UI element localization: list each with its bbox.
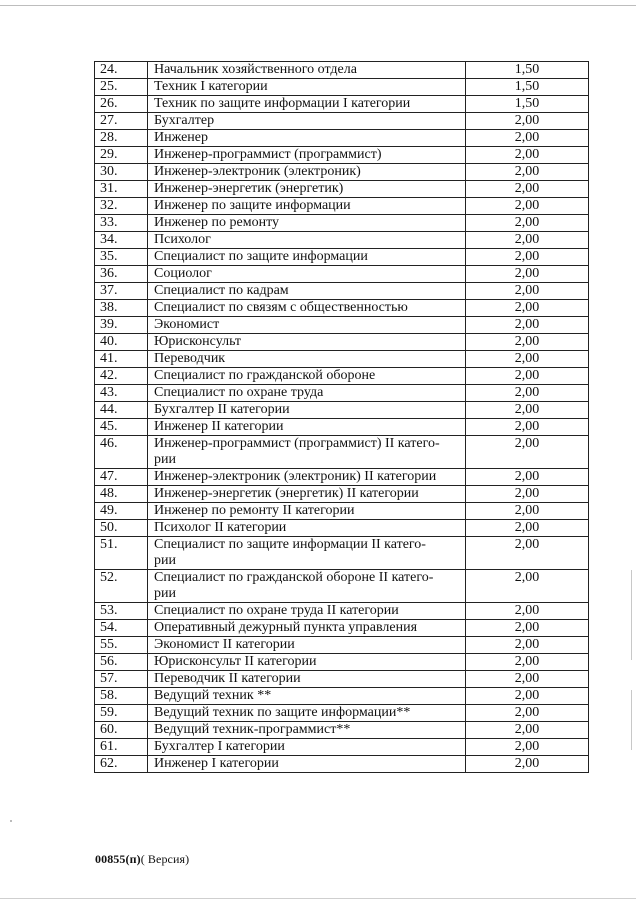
coefficient-value: 2,00 (466, 351, 589, 368)
table-row (95, 79, 589, 96)
coefficient-value: 1,50 (466, 96, 589, 113)
position-name: Экономист II категории (148, 637, 466, 654)
position-name: Специалист по гражданской обороне (148, 368, 466, 385)
coefficient-value: 1,50 (466, 62, 589, 79)
position-name: Юрисконсульт II категории (148, 654, 466, 671)
coefficient-value: 2,00 (466, 198, 589, 215)
position-name: Инженер (148, 130, 466, 147)
coefficient-value: 2,00 (466, 249, 589, 266)
position-name: Инженер по ремонту (148, 215, 466, 232)
row-number: 28. (95, 130, 148, 147)
position-name: Оперативный дежурный пункта управления (148, 620, 466, 637)
table-row (95, 722, 589, 739)
row-number: 49. (95, 503, 148, 520)
positions-table-body (95, 62, 589, 773)
position-name: Бухгалтер (148, 113, 466, 130)
row-number: 53. (95, 603, 148, 620)
table-row (95, 503, 589, 520)
table-row (95, 334, 589, 351)
coefficient-value: 2,00 (466, 147, 589, 164)
coefficient-value: 2,00 (466, 385, 589, 402)
coefficient-value: 2,00 (466, 215, 589, 232)
position-name: Инженер-энергетик (энергетик) II категории (148, 486, 466, 503)
row-number: 44. (95, 402, 148, 419)
document-code: 00855(п) (95, 852, 141, 866)
coefficient-value: 1,50 (466, 79, 589, 96)
table-row (95, 181, 589, 198)
table-row (95, 419, 589, 436)
scan-edge-mark (631, 690, 632, 750)
position-name: Психолог II категории (148, 520, 466, 537)
position-name: Инженер II категории (148, 419, 466, 436)
position-name: Инженер-электроник (электроник) (148, 164, 466, 181)
row-number: 59. (95, 705, 148, 722)
coefficient-value: 2,00 (466, 317, 589, 334)
row-number: 54. (95, 620, 148, 637)
position-name: Психолог (148, 232, 466, 249)
position-name: Специалист по охране труда (148, 385, 466, 402)
coefficient-value: 2,00 (466, 671, 589, 688)
table-row (95, 385, 589, 402)
table-row (95, 688, 589, 705)
table-row (95, 402, 589, 419)
row-number: 55. (95, 637, 148, 654)
table-row (95, 249, 589, 266)
position-name: Инженер-программист (программист) II катего- рии (148, 436, 466, 469)
row-number: 57. (95, 671, 148, 688)
coefficient-value: 2,00 (466, 113, 589, 130)
position-name: Специалист по защите информации (148, 249, 466, 266)
position-name: Бухгалтер II категории (148, 402, 466, 419)
table-row (95, 300, 589, 317)
row-number: 30. (95, 164, 148, 181)
table-row (95, 570, 589, 603)
coefficient-value: 2,00 (466, 620, 589, 637)
row-number: 51. (95, 537, 148, 570)
table-row (95, 537, 589, 570)
coefficient-value: 2,00 (466, 402, 589, 419)
row-number: 32. (95, 198, 148, 215)
table-row (95, 520, 589, 537)
table-row (95, 351, 589, 368)
position-name: Инженер I категории (148, 756, 466, 773)
table-row (95, 671, 589, 688)
coefficient-value: 2,00 (466, 537, 589, 570)
coefficient-value: 2,00 (466, 300, 589, 317)
row-number: 52. (95, 570, 148, 603)
row-number: 58. (95, 688, 148, 705)
position-name: Специалист по защите информации II катего- рии (148, 537, 466, 570)
table-row (95, 486, 589, 503)
table-row (95, 317, 589, 334)
coefficient-value: 2,00 (466, 419, 589, 436)
coefficient-value: 2,00 (466, 570, 589, 603)
table-row (95, 96, 589, 113)
top-scan-border (0, 5, 636, 6)
coefficient-value: 2,00 (466, 722, 589, 739)
table-row (95, 620, 589, 637)
row-number: 48. (95, 486, 148, 503)
row-number: 42. (95, 368, 148, 385)
position-name: Переводчик II категории (148, 671, 466, 688)
position-name: Специалист по связям с общественностью (148, 300, 466, 317)
table-row (95, 164, 589, 181)
table-row (95, 198, 589, 215)
row-number: 50. (95, 520, 148, 537)
coefficient-value: 2,00 (466, 486, 589, 503)
row-number: 40. (95, 334, 148, 351)
position-name: Техник I категории (148, 79, 466, 96)
row-number: 25. (95, 79, 148, 96)
position-name: Инженер-электроник (электроник) II категории (148, 469, 466, 486)
position-name: Ведущий техник-программист** (148, 722, 466, 739)
position-name: Инженер-энергетик (энергетик) (148, 181, 466, 198)
row-number: 46. (95, 436, 148, 469)
row-number: 62. (95, 756, 148, 773)
coefficient-value: 2,00 (466, 637, 589, 654)
coefficient-value: 2,00 (466, 603, 589, 620)
position-name: Специалист по кадрам (148, 283, 466, 300)
scan-speck (10, 820, 12, 822)
coefficient-value: 2,00 (466, 266, 589, 283)
row-number: 33. (95, 215, 148, 232)
coefficient-value: 2,00 (466, 232, 589, 249)
coefficient-value: 2,00 (466, 181, 589, 198)
coefficient-value: 2,00 (466, 654, 589, 671)
position-name: Начальник хозяйственного отдела (148, 62, 466, 79)
table-row (95, 368, 589, 385)
row-number: 27. (95, 113, 148, 130)
position-name: Специалист по гражданской обороне II катего- рии (148, 570, 466, 603)
position-name: Специалист по охране труда II категории (148, 603, 466, 620)
coefficient-value: 2,00 (466, 705, 589, 722)
row-number: 26. (95, 96, 148, 113)
table-row (95, 603, 589, 620)
coefficient-value: 2,00 (466, 130, 589, 147)
position-name: Юрисконсульт (148, 334, 466, 351)
scan-edge-mark (631, 570, 632, 660)
table-row (95, 215, 589, 232)
row-number: 31. (95, 181, 148, 198)
coefficient-value: 2,00 (466, 503, 589, 520)
table-row (95, 62, 589, 79)
row-number: 35. (95, 249, 148, 266)
coefficient-value: 2,00 (466, 368, 589, 385)
row-number: 38. (95, 300, 148, 317)
position-name: Бухгалтер I категории (148, 739, 466, 756)
coefficient-value: 2,00 (466, 164, 589, 181)
table-row (95, 113, 589, 130)
position-name: Инженер-программист (программист) (148, 147, 466, 164)
document-version: ( Версия) (140, 852, 190, 866)
position-name: Социолог (148, 266, 466, 283)
row-number: 29. (95, 147, 148, 164)
coefficient-value: 2,00 (466, 739, 589, 756)
table-row (95, 705, 589, 722)
position-name: Ведущий техник по защите информации** (148, 705, 466, 722)
coefficient-value: 2,00 (466, 334, 589, 351)
table-row (95, 283, 589, 300)
coefficient-value: 2,00 (466, 283, 589, 300)
coefficient-value: 2,00 (466, 436, 589, 469)
row-number: 61. (95, 739, 148, 756)
position-name: Ведущий техник ** (148, 688, 466, 705)
table-row (95, 232, 589, 249)
row-number: 24. (95, 62, 148, 79)
position-name: Экономист (148, 317, 466, 334)
coefficient-value: 2,00 (466, 688, 589, 705)
row-number: 36. (95, 266, 148, 283)
table-row (95, 739, 589, 756)
row-number: 47. (95, 469, 148, 486)
table-row (95, 436, 589, 469)
document-footer (95, 852, 189, 867)
row-number: 43. (95, 385, 148, 402)
row-number: 41. (95, 351, 148, 368)
position-name: Техник по защите информации I категории (148, 96, 466, 113)
row-number: 37. (95, 283, 148, 300)
table-row (95, 147, 589, 164)
position-name: Переводчик (148, 351, 466, 368)
row-number: 34. (95, 232, 148, 249)
table-row (95, 266, 589, 283)
coefficient-value: 2,00 (466, 756, 589, 773)
positions-table (94, 61, 589, 773)
row-number: 45. (95, 419, 148, 436)
table-row (95, 756, 589, 773)
row-number: 60. (95, 722, 148, 739)
coefficient-value: 2,00 (466, 520, 589, 537)
coefficient-value: 2,00 (466, 469, 589, 486)
position-name: Инженер по защите информации (148, 198, 466, 215)
table-row (95, 469, 589, 486)
table-row (95, 654, 589, 671)
table-row (95, 130, 589, 147)
position-name: Инженер по ремонту II категории (148, 503, 466, 520)
table-row (95, 637, 589, 654)
row-number: 56. (95, 654, 148, 671)
bottom-scan-border (0, 898, 636, 899)
row-number: 39. (95, 317, 148, 334)
